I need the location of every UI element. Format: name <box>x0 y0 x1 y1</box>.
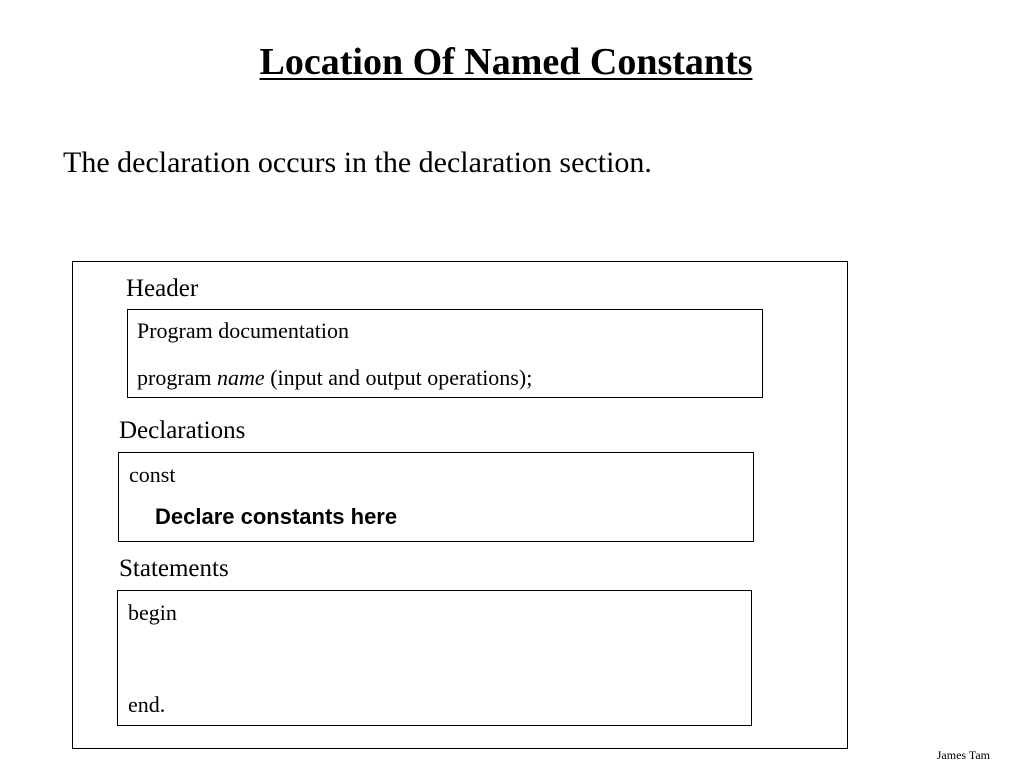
header-section-box <box>127 309 763 398</box>
author-footer: James Tam <box>936 748 990 762</box>
program-keyword: program <box>137 365 212 390</box>
program-structure-diagram <box>72 261 848 749</box>
declarations-section-box <box>118 452 754 542</box>
statements-section-box <box>117 590 752 726</box>
declarations-section-label: Declarations <box>119 417 246 444</box>
program-name: name <box>217 365 265 390</box>
intro-text: The declaration occurs in the declaration section. <box>63 146 652 179</box>
program-documentation-line: Program documentation <box>137 318 350 343</box>
program-params: (input and output operations); <box>270 365 533 390</box>
slide-title: Location Of Named Constants <box>259 41 753 83</box>
const-keyword: const <box>129 462 176 487</box>
declare-constants-note: Declare constants here <box>155 504 398 529</box>
begin-keyword: begin <box>128 600 177 625</box>
program-declaration-line <box>137 365 532 391</box>
header-section-label: Header <box>126 275 199 302</box>
statements-section-label: Statements <box>119 555 229 582</box>
end-keyword: end. <box>128 692 166 717</box>
